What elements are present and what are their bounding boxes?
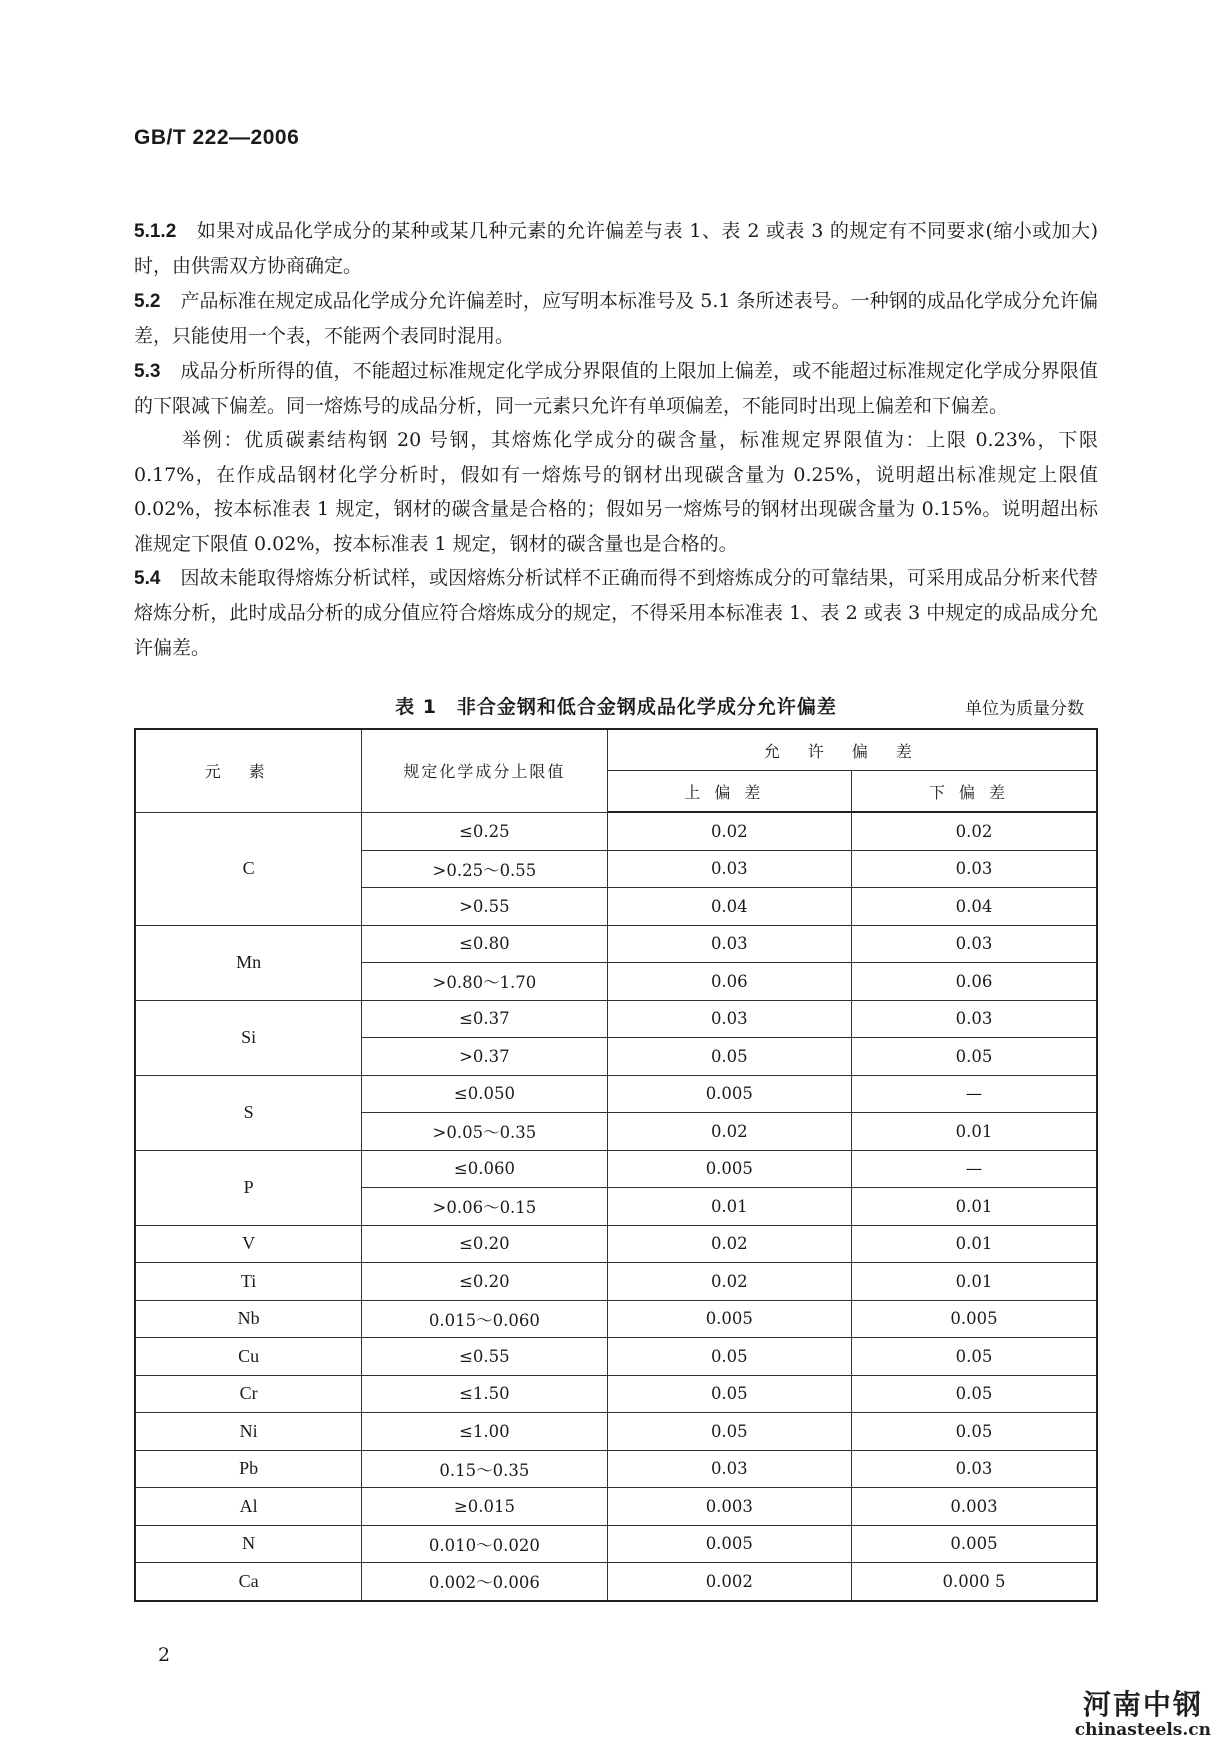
clause-text: 产品标准在规定成品化学成分允许偏差时，应写明本标准号及 5.1 条所述表号。一种钢的成品化学成分允许偏差，只能使用一个表，不能两个表同时混用。 bbox=[134, 289, 1098, 348]
lower-deviation-cell: 0.000 5 bbox=[852, 1563, 1098, 1601]
table-row bbox=[135, 1225, 1097, 1263]
limit-cell: 0.15～0.35 bbox=[362, 1450, 607, 1488]
table-row bbox=[135, 1563, 1097, 1601]
clause-number: 5.4 bbox=[134, 568, 161, 590]
header-element: 元素 bbox=[135, 729, 362, 812]
upper-deviation-cell: 0.03 bbox=[607, 925, 851, 963]
example-text: 举例：优质碳素结构钢 20 号钢，其熔炼化学成分的碳含量，标准规定界限值为：上限 0.23%，下限 0.17%，在作成品钢材化学分析时，假如有一熔炼号的钢材出现碳含量为 0.25%，说明超出标准规定上限值 0.02%，按本标准表 1 规定，钢材的碳含量是合格的；假如另一熔炼号的钢材出现碳含量为 0.15%。说明超出标准规定下限值 0.02%，按本标准表 1 规定，钢材的碳含量也是合格的。 bbox=[134, 429, 1098, 555]
element-cell: Cu bbox=[135, 1338, 362, 1376]
table-row bbox=[135, 1338, 1097, 1376]
lower-deviation-cell: 0.01 bbox=[852, 1188, 1098, 1226]
table-row bbox=[135, 1000, 1097, 1038]
clause-5-2 bbox=[134, 284, 1098, 354]
element-cell: Si bbox=[135, 1000, 362, 1075]
lower-deviation-cell: 0.05 bbox=[852, 1413, 1098, 1451]
lower-deviation-cell: 0.01 bbox=[852, 1225, 1098, 1263]
lower-deviation-cell: 0.003 bbox=[852, 1488, 1098, 1526]
lower-deviation-cell: — bbox=[852, 1075, 1098, 1113]
limit-cell: >0.05～0.35 bbox=[362, 1113, 607, 1151]
limit-cell: ≤0.55 bbox=[362, 1338, 607, 1376]
lower-deviation-cell: 0.005 bbox=[852, 1300, 1098, 1338]
element-cell: Nb bbox=[135, 1300, 362, 1338]
watermark-name: 河南中钢 bbox=[1082, 1688, 1203, 1721]
element-cell: Al bbox=[135, 1488, 362, 1526]
limit-cell: ≤0.20 bbox=[362, 1225, 607, 1263]
upper-deviation-cell: 0.04 bbox=[607, 888, 851, 926]
limit-cell: ≤0.80 bbox=[362, 925, 607, 963]
element-cell: N bbox=[135, 1525, 362, 1563]
clause-5-4 bbox=[134, 561, 1098, 665]
clause-number: 5.3 bbox=[134, 360, 161, 382]
watermark-logo bbox=[1075, 1690, 1211, 1740]
limit-cell: 0.015～0.060 bbox=[362, 1300, 607, 1338]
table-row bbox=[135, 1450, 1097, 1488]
clause-text: 成品分析所得的值，不能超过标准规定化学成分界限值的上限加上偏差，或不能超过标准规定化学成分界限值的下限减下偏差。同一熔炼号的成品分析，同一元素只允许有单项偏差，不能同时出现上偏差和下偏差。 bbox=[134, 359, 1098, 418]
header-upper-limit: 规定化学成分上限值 bbox=[362, 729, 607, 812]
upper-deviation-cell: 0.01 bbox=[607, 1188, 851, 1226]
clause-text: 因故未能取得熔炼分析试样，或因熔炼分析试样不正确而得不到熔炼成分的可靠结果，可采用成品分析来代替熔炼分析，此时成品分析的成分值应符合熔炼成分的规定，不得采用本标准表 1、表 2 或表 3 中规定的成品成分允许偏差。 bbox=[134, 567, 1098, 659]
upper-deviation-cell: 0.002 bbox=[607, 1563, 851, 1601]
upper-deviation-cell: 0.005 bbox=[607, 1300, 851, 1338]
upper-deviation-cell: 0.02 bbox=[607, 1263, 851, 1301]
limit-cell: ≤0.20 bbox=[362, 1263, 607, 1301]
table-unit: 单位为质量分数 bbox=[965, 699, 1084, 719]
clause-5-3 bbox=[134, 354, 1098, 424]
element-cell: Ni bbox=[135, 1413, 362, 1451]
clause-5-1-2 bbox=[134, 214, 1098, 284]
element-cell: P bbox=[135, 1150, 362, 1225]
lower-deviation-cell: 0.03 bbox=[852, 850, 1098, 888]
limit-cell: 0.002～0.006 bbox=[362, 1563, 607, 1601]
upper-deviation-cell: 0.05 bbox=[607, 1338, 851, 1376]
element-cell: Ca bbox=[135, 1563, 362, 1601]
element-cell: Pb bbox=[135, 1450, 362, 1488]
table-row bbox=[135, 1300, 1097, 1338]
limit-cell: ≤1.50 bbox=[362, 1375, 607, 1413]
clause-text: 如果对成品化学成分的某种或某几种元素的允许偏差与表 1、表 2 或表 3 的规定有不同要求(缩小或加大)时，由供需双方协商确定。 bbox=[134, 220, 1098, 278]
lower-deviation-cell: 0.01 bbox=[852, 1263, 1098, 1301]
standard-code: GB/T 222—2006 bbox=[134, 126, 300, 149]
limit-cell: ≤0.25 bbox=[362, 812, 607, 850]
upper-deviation-cell: 0.02 bbox=[607, 1225, 851, 1263]
upper-deviation-cell: 0.005 bbox=[607, 1075, 851, 1113]
table-row bbox=[135, 1413, 1097, 1451]
upper-deviation-cell: 0.005 bbox=[607, 1150, 851, 1188]
lower-deviation-cell: 0.03 bbox=[852, 1450, 1098, 1488]
upper-deviation-cell: 0.05 bbox=[607, 1413, 851, 1451]
lower-deviation-cell: 0.05 bbox=[852, 1338, 1098, 1376]
element-cell: Ti bbox=[135, 1263, 362, 1301]
page-number: 2 bbox=[158, 1644, 171, 1666]
table-caption bbox=[134, 692, 1098, 722]
tolerance-table bbox=[134, 728, 1098, 1602]
header-upper-deviation: 上偏差 bbox=[607, 771, 851, 813]
limit-cell: ≥0.015 bbox=[362, 1488, 607, 1526]
lower-deviation-cell: 0.01 bbox=[852, 1113, 1098, 1151]
limit-cell: ≤0.060 bbox=[362, 1150, 607, 1188]
upper-deviation-cell: 0.005 bbox=[607, 1525, 851, 1563]
body-text bbox=[134, 214, 1098, 665]
clause-number: 5.1.2 bbox=[134, 221, 177, 242]
lower-deviation-cell: — bbox=[852, 1150, 1098, 1188]
limit-cell: >0.55 bbox=[362, 888, 607, 926]
table-row bbox=[135, 925, 1097, 963]
table-row bbox=[135, 1375, 1097, 1413]
limit-cell: ≤1.00 bbox=[362, 1413, 607, 1451]
upper-deviation-cell: 0.02 bbox=[607, 812, 851, 850]
limit-cell: >0.80～1.70 bbox=[362, 963, 607, 1001]
upper-deviation-cell: 0.03 bbox=[607, 1450, 851, 1488]
element-cell: Cr bbox=[135, 1375, 362, 1413]
table-row bbox=[135, 1525, 1097, 1563]
table-row bbox=[135, 1150, 1097, 1188]
watermark-url: chinasteels.cn bbox=[1074, 1720, 1211, 1740]
element-cell: V bbox=[135, 1225, 362, 1263]
upper-deviation-cell: 0.05 bbox=[607, 1375, 851, 1413]
lower-deviation-cell: 0.005 bbox=[852, 1525, 1098, 1563]
lower-deviation-cell: 0.03 bbox=[852, 925, 1098, 963]
clause-number: 5.2 bbox=[134, 290, 161, 312]
lower-deviation-cell: 0.04 bbox=[852, 888, 1098, 926]
limit-cell: 0.010～0.020 bbox=[362, 1525, 607, 1563]
lower-deviation-cell: 0.06 bbox=[852, 963, 1098, 1001]
upper-deviation-cell: 0.03 bbox=[607, 850, 851, 888]
limit-cell: ≤0.050 bbox=[362, 1075, 607, 1113]
limit-cell: >0.06～0.15 bbox=[362, 1188, 607, 1226]
upper-deviation-cell: 0.003 bbox=[607, 1488, 851, 1526]
limit-cell: ≤0.37 bbox=[362, 1000, 607, 1038]
upper-deviation-cell: 0.06 bbox=[607, 963, 851, 1001]
lower-deviation-cell: 0.05 bbox=[852, 1375, 1098, 1413]
lower-deviation-cell: 0.02 bbox=[852, 812, 1098, 850]
table-row bbox=[135, 812, 1097, 850]
table-row bbox=[135, 1263, 1097, 1301]
element-cell: S bbox=[135, 1075, 362, 1150]
limit-cell: >0.37 bbox=[362, 1038, 607, 1076]
header-lower-deviation: 下偏差 bbox=[852, 771, 1098, 813]
lower-deviation-cell: 0.03 bbox=[852, 1000, 1098, 1038]
element-cell: Mn bbox=[135, 925, 362, 1000]
table-row bbox=[135, 1488, 1097, 1526]
element-cell: C bbox=[135, 812, 362, 925]
table-body bbox=[135, 812, 1097, 1601]
upper-deviation-cell: 0.02 bbox=[607, 1113, 851, 1151]
lower-deviation-cell: 0.05 bbox=[852, 1038, 1098, 1076]
limit-cell: >0.25～0.55 bbox=[362, 850, 607, 888]
header-tolerance: 允许偏差 bbox=[607, 729, 1097, 771]
table-row bbox=[135, 1075, 1097, 1113]
example-paragraph bbox=[134, 423, 1098, 561]
upper-deviation-cell: 0.05 bbox=[607, 1038, 851, 1076]
upper-deviation-cell: 0.03 bbox=[607, 1000, 851, 1038]
table-title: 表 1 非合金钢和低合金钢成品化学成分允许偏差 bbox=[395, 696, 837, 718]
